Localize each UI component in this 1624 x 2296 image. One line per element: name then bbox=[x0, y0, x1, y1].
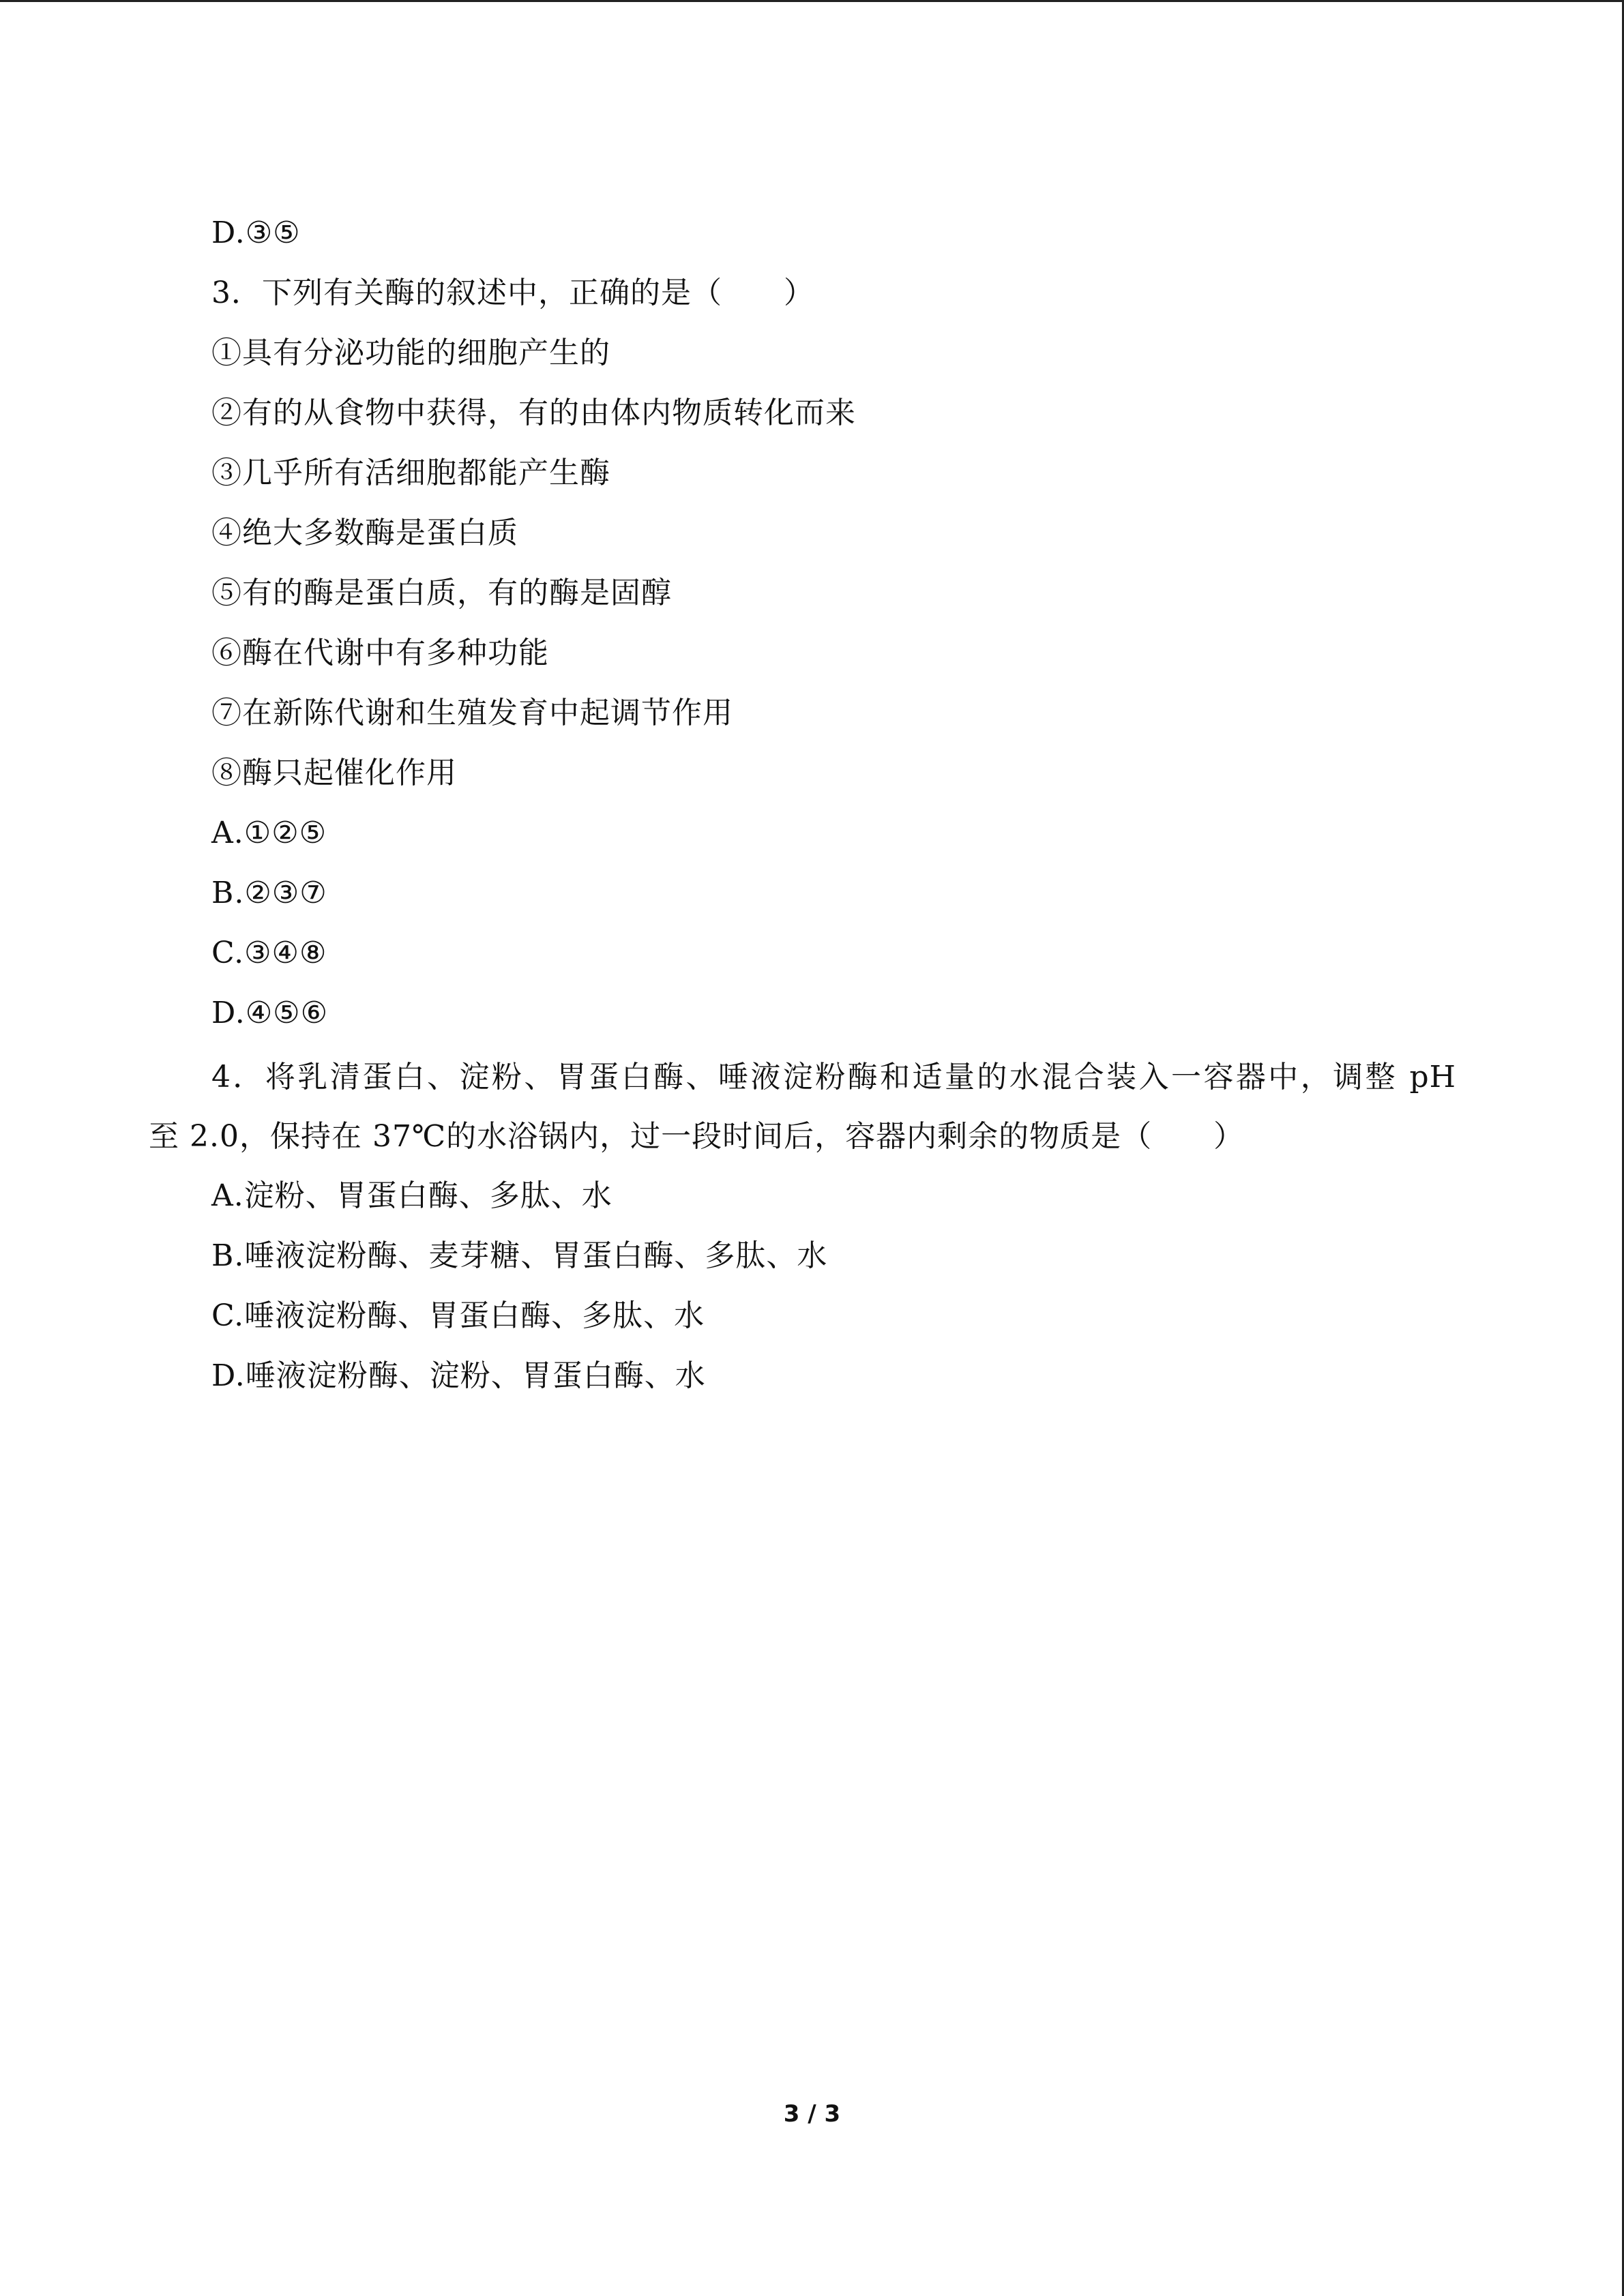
q4-option-d: D.唾液淀粉酶、淀粉、胃蛋白酶、水 bbox=[211, 1358, 706, 1393]
q3-statement-5: ⑤有的酶是蛋白质，有的酶是固醇 bbox=[211, 576, 672, 610]
q2-option-d: D.③⑤ bbox=[211, 215, 301, 250]
q3-statement-6: ⑥酶在代谢中有多种功能 bbox=[211, 636, 549, 670]
q3-statement-8: ⑧酶只起催化作用 bbox=[211, 756, 457, 790]
q4-option-b: B.唾液淀粉酶、麦芽糖、胃蛋白酶、多肽、水 bbox=[211, 1238, 828, 1273]
page-number: 3 / 3 bbox=[783, 2100, 841, 2128]
q3-option-d: D.④⑤⑥ bbox=[211, 996, 329, 1030]
q4-stem-line-2: 至 2.0，保持在 37℃的水浴锅内，过一段时间后，容器内剩余的物质是（ ） bbox=[149, 1119, 1245, 1154]
q3-option-a: A.①②⑤ bbox=[211, 816, 327, 850]
q4-option-a: A.淀粉、胃蛋白酶、多肽、水 bbox=[211, 1178, 612, 1213]
q3-statement-7: ⑦在新陈代谢和生殖发育中起调节作用 bbox=[211, 696, 733, 730]
q3-option-c: C.③④⑧ bbox=[211, 936, 327, 970]
q3-statement-1: ①具有分泌功能的细胞产生的 bbox=[211, 336, 610, 370]
q4-stem-line-1: 4．将乳清蛋白、淀粉、胃蛋白酶、唾液淀粉酶和适量的水混合装入一容器中，调整 pH bbox=[211, 1060, 1456, 1094]
q3-statement-2: ②有的从食物中获得，有的由体内物质转化而来 bbox=[211, 396, 856, 430]
q3-stem: 3．下列有关酶的叙述中，正确的是（ ） bbox=[211, 275, 814, 310]
q4-option-c: C.唾液淀粉酶、胃蛋白酶、多肽、水 bbox=[211, 1298, 705, 1333]
q3-statement-4: ④绝大多数酶是蛋白质 bbox=[211, 516, 518, 550]
q3-statement-3: ③几乎所有活细胞都能产生酶 bbox=[211, 456, 610, 490]
q3-option-b: B.②③⑦ bbox=[211, 876, 327, 910]
page-top-border bbox=[0, 0, 1624, 2]
